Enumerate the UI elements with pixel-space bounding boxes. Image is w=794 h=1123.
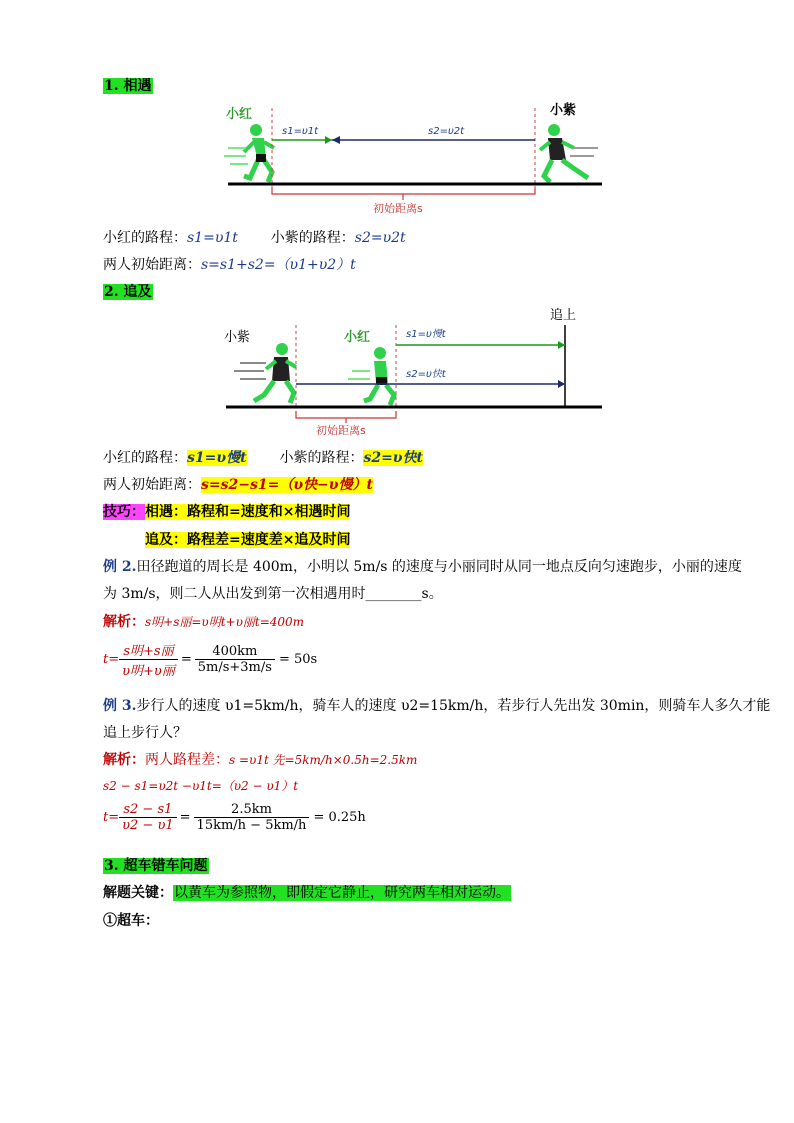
example-2-answer-equation: s明+s丽=υ明t+υ丽t=400m [145, 615, 305, 629]
example-2-numeric-numerator: 400km [195, 644, 275, 660]
gap-label: 初始距离s [373, 202, 423, 215]
example-3-numeric-denominator: 15km/h − 5km/h [196, 818, 307, 833]
right-runner-name: 小紫 [550, 103, 577, 118]
section-3-title: 3. 超车错车问题 [104, 858, 208, 874]
example-2-symbolic-denominator: υ明+υ丽 [122, 664, 175, 679]
example-3-symbolic-denominator: υ2 − υ1 [122, 818, 174, 833]
key-point-text: 以黄车为参照物，即假定它静止，研究两车相对运动。 [174, 885, 510, 901]
example-3-result: = 0.25h [313, 810, 366, 825]
example-2-t-equals: t= [103, 652, 120, 667]
example-3-label: 例 3. [103, 698, 137, 714]
example-3-t-equals: t= [103, 810, 120, 825]
chase-diagram [220, 305, 610, 440]
overtaking-subheading: ①超车： [103, 913, 159, 929]
chase-gap-label: 初始距离s [316, 424, 366, 437]
example-3-fraction-row: t= $\frac{s2 - s1}{\upsilon 2 - \upsilon 1}$ = $\frac{2.5km}{15km/h - 5km/h}$ = 0.25h [103, 802, 366, 833]
chase-xiaozi-formula: s2=υ快t [363, 450, 423, 466]
initial-distance-label: 两人初始距离： [103, 257, 201, 273]
chase-xiaohong-formula: s1=υ慢t [187, 450, 247, 466]
chase-xiaohong-label: 小红的路程： [103, 450, 187, 466]
runner-left-icon [224, 124, 274, 182]
example-3-distance-difference: s2 − s1=υ2t −υ1t=（υ2 − υ1）t [103, 779, 299, 793]
example-3-symbolic-numerator: s2 − s1 [119, 802, 177, 818]
tip-chase: 追及：路程差=速度差×追及时间 [145, 532, 351, 548]
chase-runner-mid-icon [348, 347, 394, 405]
example-3-answer-prefix: 两人路程差： [145, 752, 229, 768]
example-3-symbolic-fraction [119, 802, 177, 833]
runner-right-icon [540, 124, 598, 182]
chase-s1-label: s1=υ慢t [406, 329, 446, 340]
chase-mid-name: 小红 [344, 330, 371, 345]
example-2-symbolic-numerator: s明+s丽 [119, 640, 178, 660]
example-3-text-2: 追上步行人？ [103, 725, 187, 741]
xiaohong-distance-label: 小红的路程： [103, 230, 187, 246]
example-2-numeric-denominator: 5m/s+3m/s [197, 660, 272, 675]
chase-initial-distance-formula: s=s2−s1=（υ快−υ慢）t [201, 477, 373, 493]
chase-xiaozi-label: 小紫的路程： [279, 450, 364, 466]
xiaozi-distance-label: 小紫的路程： [270, 230, 355, 246]
example-3-text-1: 步行人的速度 υ1=5km/h，骑车人的速度 υ2=15km/h，若步行人先出发 30min，则骑车人多久才能 [136, 698, 771, 714]
example-2-text-1: 田径跑道的周长是 400m，小明以 5m/s 的速度与小丽同时从同一地点反向匀速跑步，小丽的速度 [136, 559, 742, 575]
example-2-symbolic-fraction [119, 640, 178, 679]
left-runner-name: 小红 [226, 107, 253, 122]
catch-up-label: 追上 [550, 308, 577, 323]
s1-label: s1=υ1t [282, 126, 319, 137]
example-3-numeric-numerator: 2.5km [194, 802, 310, 818]
section-2-title: 2. 追及 [104, 284, 152, 300]
initial-distance-formula: s=s1+s2=（υ1+υ2）t [201, 257, 356, 273]
example-2-text-2: 为 3m/s，则二人从出发到第一次相遇用时________s。 [103, 586, 443, 602]
xiaozi-distance-formula: s2=υ2t [354, 230, 406, 246]
example-2-answer-label: 解析： [103, 614, 145, 630]
section-1-title: 1. 相遇 [104, 78, 152, 94]
tip-label: 技巧： [103, 504, 145, 520]
example-2-result: = 50s [278, 652, 318, 667]
example-3-answer-label: 解析： [103, 752, 145, 768]
example-2-fraction-row: t= $\frac{\text{s明+s丽}}{\text{υ明+υ丽}}$ = $\frac{400km}{5m/s+3m/s}$ = 50s [103, 640, 317, 679]
s2-label: s2=υ2t [428, 126, 465, 137]
tip-meeting: 相遇：路程和=速度和×相遇时间 [145, 504, 351, 520]
example-3-numeric-fraction [194, 802, 310, 833]
example-2-label: 例 2. [103, 559, 137, 575]
xiaohong-distance-formula: s1=υ1t [187, 230, 238, 246]
key-point-label: 解题关键： [103, 885, 173, 901]
example-2-numeric-fraction [195, 644, 275, 675]
chase-left-name: 小紫 [224, 330, 251, 345]
example-3-answer-equation: s =υ1t 先=5km/h×0.5h=2.5km [229, 753, 418, 767]
chase-s2-label: s2=υ快t [406, 369, 446, 380]
meeting-diagram [220, 98, 610, 218]
chase-runner-left-icon [234, 343, 296, 403]
chase-initial-distance-label: 两人初始距离： [103, 477, 201, 493]
